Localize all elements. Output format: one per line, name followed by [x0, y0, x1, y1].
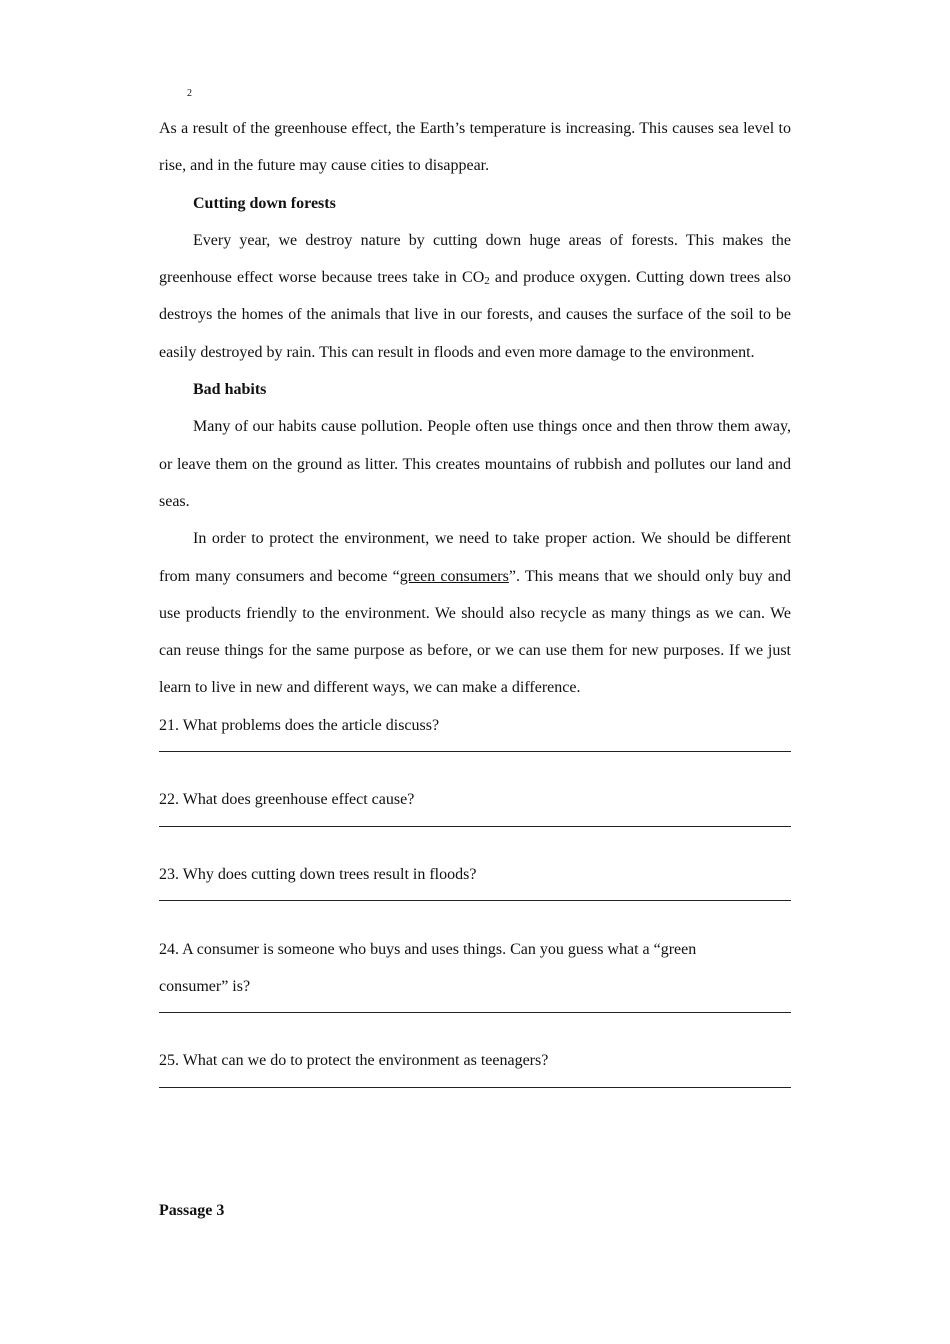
question-23: 23. Why does cutting down trees result in floods?: [159, 865, 477, 883]
question-21: 21. What problems does the article discuss?: [159, 716, 440, 734]
answer-line-24[interactable]: [159, 1005, 791, 1042]
passage-title: Passage 3: [159, 1202, 225, 1219]
heading-bad-habits: Bad habits: [193, 381, 267, 399]
page-number: 2: [187, 88, 192, 99]
heading-cutting-down-forests: Cutting down forests: [193, 194, 336, 212]
paragraph-forests: [159, 222, 791, 371]
paragraph-forests-part1: Every year, we destroy nature by cutting down huge areas of forests. This makes the greenhouse effect worse because trees take in CO: [159, 231, 791, 287]
paragraph-greenhouse: As a result of the greenhouse effect, the Earth’s temperature is increasing. This causes sea level to rise, and in the future may cause cities to disappear.: [159, 120, 791, 175]
paragraph-forests-part2: and produce oxygen. Cutting down trees also destroys the homes of the animals that live in our forests, and causes the surface of the soil to be easily destroyed by rain. This can result in floods and even more damage to the environment.: [159, 269, 791, 361]
co2-subscript: 2: [484, 275, 490, 288]
paragraph-action: [159, 520, 791, 706]
paragraph-action-part1: In order to protect the environment, we need to take proper action. We should be different from many consumers and become “: [159, 530, 791, 585]
answer-line-23[interactable]: [159, 893, 791, 930]
question-22: 22. What does greenhouse effect cause?: [159, 791, 415, 809]
underlined-term-green-consumers: green consumers: [399, 567, 509, 585]
question-25: 25. What can we do to protect the environment as teenagers?: [159, 1052, 549, 1070]
paragraph-action-part2: ”. This means that we should only buy and use products friendly to the environment. We should also recycle as many things as we can. We can reuse things for the same purpose as before, or we can use them for new purposes. If we just learn to live in new and different ways, we can make a difference.: [159, 567, 792, 697]
question-24: 24. A consumer is someone who buys and uses things. Can you guess what a “green consumer” is?: [159, 940, 697, 995]
answer-line-21[interactable]: [159, 744, 791, 781]
answer-line-25[interactable]: [159, 1080, 791, 1117]
answer-line-22[interactable]: [159, 819, 791, 856]
paragraph-habits: Many of our habits cause pollution. People often use things once and then throw them away, or leave them on the ground as litter. This creates mountains of rubbish and pollutes our land and seas.: [159, 418, 791, 510]
document-body: [159, 110, 791, 1117]
